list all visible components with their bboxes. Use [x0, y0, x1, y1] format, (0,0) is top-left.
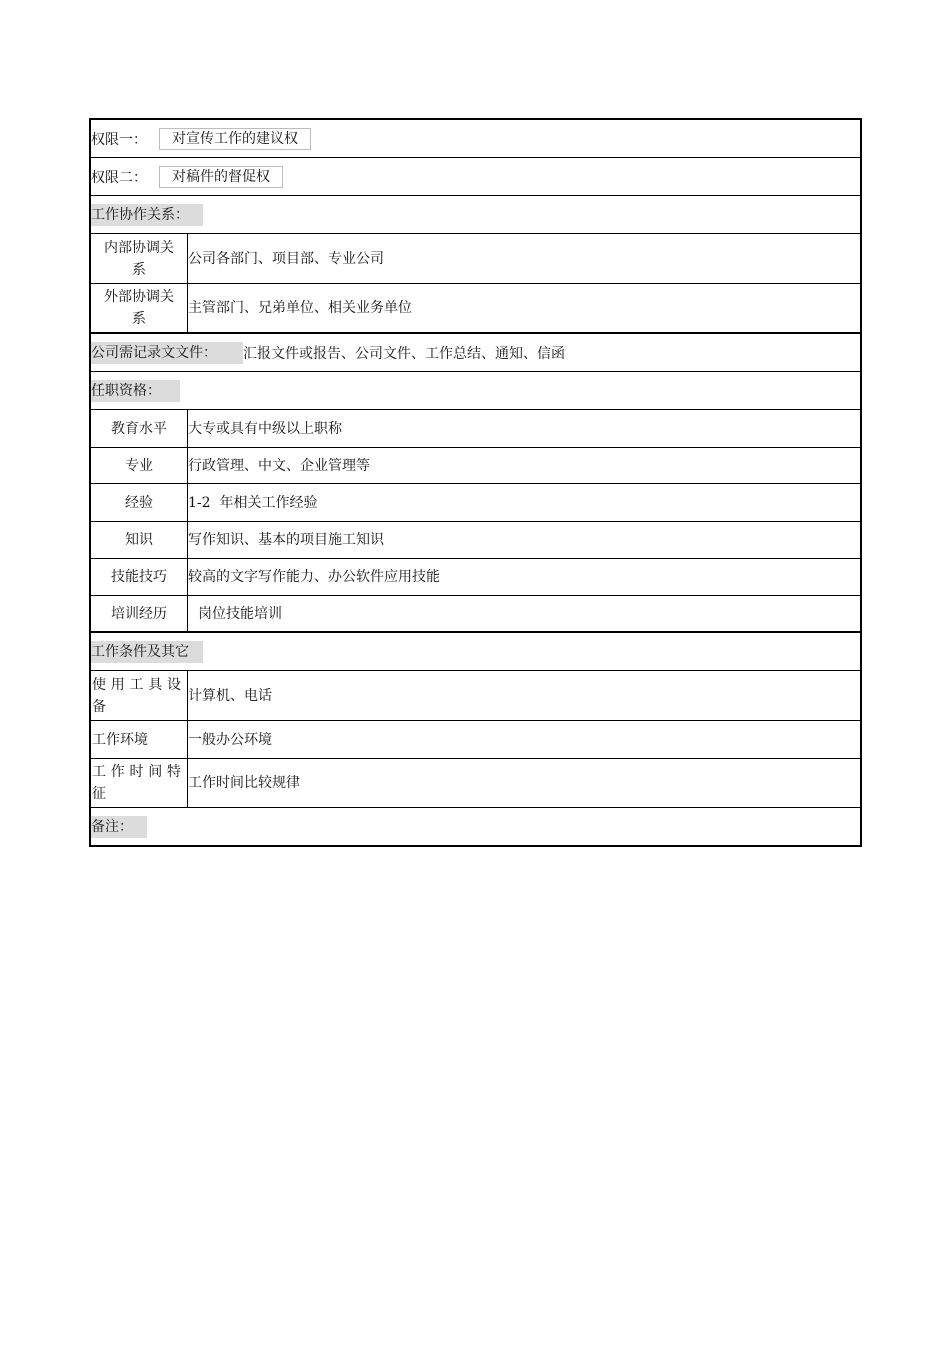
collaboration-row-internal — [91, 234, 860, 284]
qualifications-heading: 任职资格： — [91, 380, 180, 402]
condition-label: 工作时间特征 — [91, 759, 188, 807]
conditions-heading-row — [91, 633, 860, 671]
qualification-label: 知识 — [91, 522, 188, 558]
qualification-label: 教育水平 — [91, 410, 188, 447]
collaboration-label: 外部协调关系 — [91, 284, 188, 332]
remarks-row — [91, 808, 860, 845]
authority-label: 权限一： — [91, 131, 147, 148]
qualification-row — [91, 410, 860, 448]
authority-row-1 — [91, 120, 860, 158]
condition-label: 工作环境 — [91, 721, 188, 758]
qualification-value: 行政管理、中文、企业管理等 — [188, 457, 370, 474]
records-value: 汇报文件或报告、公司文件、工作总结、通知、信函 — [243, 345, 565, 362]
qualification-value: 写作知识、基本的项目施工知识 — [188, 532, 384, 548]
authority-label: 权限二： — [91, 169, 147, 186]
qualification-label: 技能技巧 — [91, 559, 188, 595]
conditions-heading: 工作条件及其它 — [91, 641, 203, 663]
qualification-row — [91, 484, 860, 522]
qualification-row — [91, 559, 860, 596]
records-row — [91, 334, 860, 372]
collaboration-heading: 工作协作关系： — [91, 204, 203, 226]
qualification-label: 培训经历 — [91, 596, 188, 631]
condition-value: 计算机、电话 — [188, 687, 272, 704]
condition-row — [91, 721, 860, 759]
qualification-row — [91, 596, 860, 633]
qualification-value: 大专或具有中级以上职称 — [188, 420, 342, 437]
collaboration-heading-row — [91, 196, 860, 234]
authority-row-2 — [91, 158, 860, 196]
condition-row — [91, 759, 860, 808]
qualification-value: 较高的文字写作能力、办公软件应用技能 — [188, 569, 440, 585]
records-label: 公司需记录文文件： — [91, 342, 243, 364]
authority-value: 对稿件的督促权 — [159, 166, 283, 188]
collaboration-value: 主管部门、兄弟单位、相关业务单位 — [188, 300, 412, 316]
condition-label: 使用工具设备 — [91, 671, 188, 720]
qualification-value: 1-2 年相关工作经验 — [188, 494, 318, 511]
condition-value: 一般办公环境 — [188, 731, 272, 748]
qualification-label: 经验 — [91, 484, 188, 521]
qualification-row — [91, 448, 860, 484]
qualifications-heading-row — [91, 372, 860, 410]
qualification-row — [91, 522, 860, 559]
authority-value: 对宣传工作的建议权 — [159, 128, 311, 150]
condition-row — [91, 671, 860, 721]
qualification-value: 岗位技能培训 — [198, 605, 282, 622]
job-description-table — [89, 118, 862, 847]
collaboration-row-external — [91, 284, 860, 334]
qualification-label: 专业 — [91, 448, 188, 483]
remarks-label: 备注： — [91, 816, 147, 838]
condition-value: 工作时间比较规律 — [188, 775, 300, 791]
collaboration-value: 公司各部门、项目部、专业公司 — [188, 250, 384, 267]
collaboration-label: 内部协调关系 — [91, 234, 188, 283]
